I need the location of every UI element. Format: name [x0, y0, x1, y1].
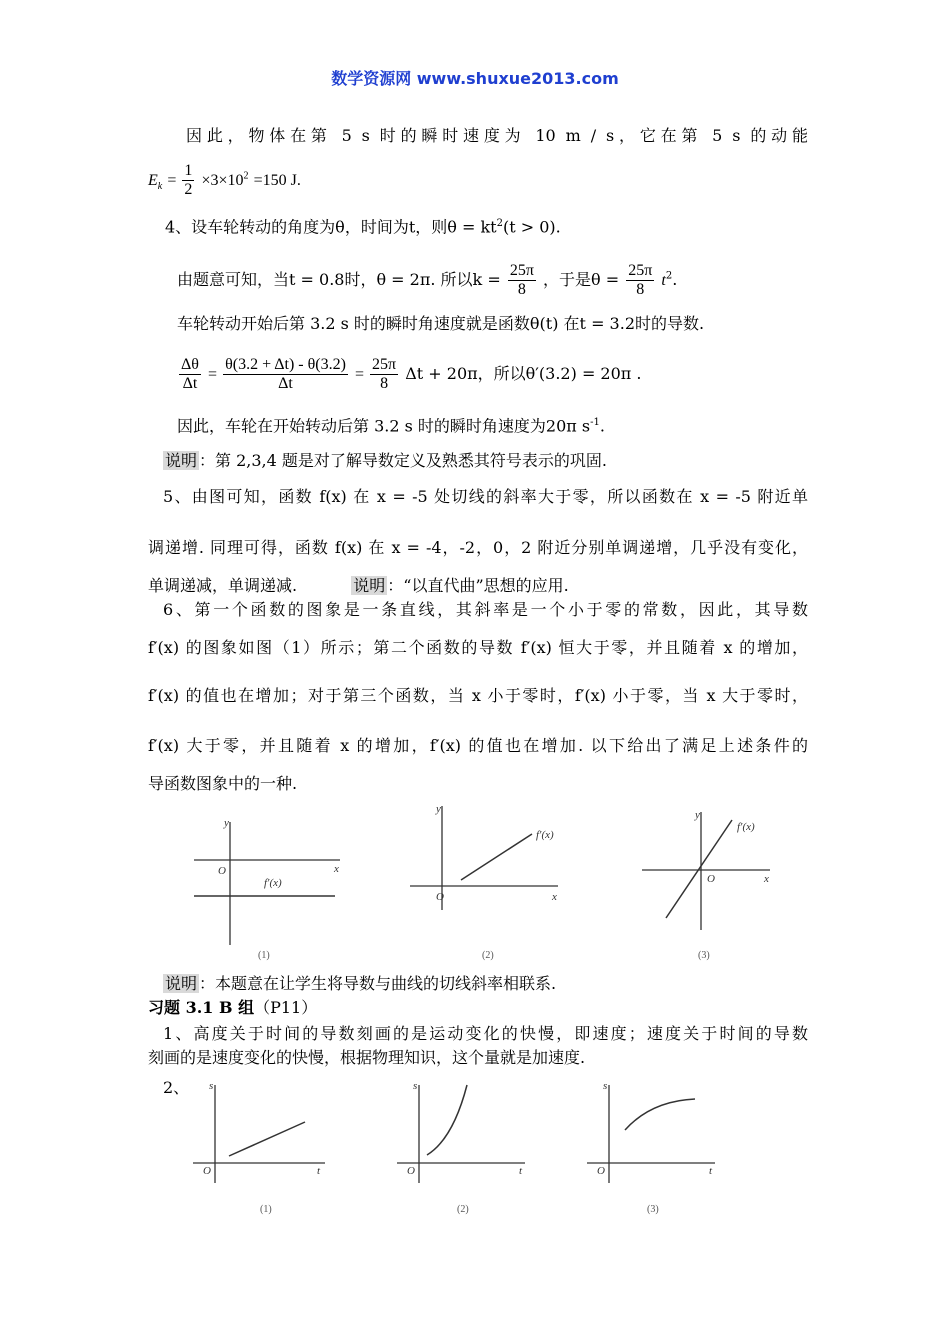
st3-t-label: t [709, 1165, 713, 1177]
b1-line1: 1、高度关于时间的导数刻画的是运动变化的快慢，即速度；速度关于时间的导数 [163, 1024, 808, 1043]
q5-line3: 单调递减，单调递减. 说明 ：“以直代曲”思想的应用. [148, 576, 569, 595]
graph2-fprime-label: f′(x) [536, 829, 554, 841]
q4-given: 由题意可知，当t = 0.8时，θ = 2π. 所以k = $\frac{25\pi}{8}$ ，于是θ = $\frac{25\pi}{8}$ $t^2$. [177, 262, 678, 298]
st2-t-label: t [519, 1165, 523, 1177]
note-label: 说明 [165, 451, 198, 470]
graph2-x-label: x [552, 891, 557, 903]
derivative-graphs [180, 800, 800, 970]
graph3-origin-label: O [707, 873, 715, 885]
st2-s-label: s [413, 1080, 418, 1092]
note-1: 说明 ：第 2,3,4 题是对了解导数定义及熟悉其符号表示的巩固. [165, 451, 607, 470]
p1-line1: 因此，物体在第 5 s 时的瞬时速度为 10 m / s，它在第 5 s 的动能 [186, 126, 808, 145]
note-label: 说明 [353, 576, 386, 595]
q6-line1: 6、第一个函数的图象是一条直线，其斜率是一个小于零的常数，因此，其导数 [163, 600, 808, 619]
theta-fraction: $\frac{25\pi}{8}$ [628, 262, 653, 298]
coef-fraction: $\frac{25\pi}{8}$ [372, 356, 397, 392]
graph1-y-label: y [224, 817, 229, 829]
graph1-x-label: x [334, 863, 339, 875]
graph1-fprime-label: f′(x) [264, 877, 282, 889]
q6-line5: 导函数图象中的一种. [148, 774, 298, 793]
note-3: 说明 ：本题意在让学生将导数与曲线的切线斜率相联系. [165, 974, 557, 993]
site-header[interactable]: 数学资源网 www.shuxue2013.com [331, 69, 619, 88]
graph3-fprime-label: f′(x) [737, 821, 755, 833]
graph1-origin-label: O [218, 865, 226, 877]
st-graph-3 [587, 1080, 715, 1215]
q6-line4: f′(x) 大于零，并且随着 x 的增加，f′(x) 的值也在增加. 以下给出了满足上述条件的 [148, 736, 808, 755]
st3-origin-label: O [597, 1165, 605, 1177]
ek-subscript: k [157, 181, 163, 193]
st2-curve [427, 1085, 467, 1155]
p1-energy-formula: $E_k$ = $\frac{1}{2}$ $\times 3\times 10^2 =150$ J. [148, 162, 301, 198]
st1-caption: (1) [260, 1204, 272, 1215]
st1-curve [229, 1122, 305, 1156]
section-title: 习题 3.1 B 组 [148, 998, 255, 1017]
graph2-y-label: y [436, 803, 441, 815]
st-graph-2 [397, 1080, 525, 1215]
st-graph-1 [193, 1080, 325, 1215]
k-fraction: $\frac{25\pi}{8}$ [509, 262, 534, 298]
st1-s-label: s [209, 1080, 214, 1092]
st3-curve [625, 1099, 695, 1130]
q6-line3: f′(x) 的值也在增加；对于第三个函数，当 x 小于零时，f′(x) 小于零，当 x 大于零时， [148, 686, 808, 705]
st1-origin-label: O [203, 1165, 211, 1177]
b1-line2: 刻画的是速度变化的快慢，根据物理知识，这个量就是加速度. [148, 1048, 586, 1067]
graph3-caption: (3) [698, 950, 710, 961]
b2-label: 2、 [163, 1078, 190, 1097]
st-graphs [185, 1075, 745, 1220]
q4-line3: 车轮转动开始后第 3.2 s 时的瞬时角速度就是函数θ(t) 在t = 3.2时的导数. [177, 314, 705, 333]
graph2-fprime-line [461, 834, 532, 880]
graph-1 [194, 817, 340, 961]
st3-s-label: s [603, 1080, 608, 1092]
st2-caption: (2) [457, 1204, 469, 1215]
graph3-x-label: x [764, 873, 769, 885]
graph-3 [642, 809, 770, 961]
ek-product: ×3×10 [201, 172, 244, 189]
theta-diff-fraction: $\frac{\theta(3.2 + \Delta t) - \theta(3.2)}{\Delta t}$ [225, 356, 346, 392]
graph-2 [410, 803, 558, 961]
graph3-fprime-line [666, 820, 732, 918]
st2-origin-label: O [407, 1165, 415, 1177]
st1-t-label: t [317, 1165, 321, 1177]
half-fraction: $\frac{1}{2}$ [184, 162, 193, 198]
dtheta-dt-fraction: $\frac{\Delta\theta}{\Delta t}$ [181, 356, 199, 392]
section-page-ref: （P11） [254, 998, 318, 1017]
graph1-caption: (1) [258, 950, 270, 961]
ek-symbol: E [148, 172, 158, 189]
q4-difference-quotient: $\frac{\Delta\theta}{\Delta t}$ = $\frac{\theta(3.2 + \Delta t) - \theta(3.2)}{\Delta t}$ = $\frac{25\pi}{8}$ Δt + 20π，所以θ′(3.2) = 20π . [181, 356, 642, 392]
graph2-origin-label: O [436, 891, 444, 903]
q5-line1: 5、由图可知，函数 f(x) 在 x = -5 处切线的斜率大于零，所以函数在 x = -5 附近单 [163, 487, 808, 506]
q4-intro: 4、设车轮转动的角度为θ，时间为t，则$\theta = kt^2(t > 0)$. [165, 217, 561, 237]
st3-caption: (3) [647, 1204, 659, 1215]
graph3-y-label: y [695, 809, 700, 821]
q6-line2: f′(x) 的图象如图（1）所示；第二个函数的导数 f′(x) 恒大于零，并且随着 x 的增加， [148, 638, 808, 657]
ek-result: =150 J. [253, 172, 301, 189]
section-heading [148, 998, 808, 1018]
graph2-caption: (2) [482, 950, 494, 961]
q4-conclusion: 因此，车轮在开始转动后第 3.2 s 时的瞬时角速度为20π $s^{-1}$. [177, 416, 605, 436]
q5-line2: 调递增. 同理可得，函数 f(x) 在 x = -4，-2，0，2 附近分别单调递增，几乎没有变化， [148, 538, 808, 557]
note-label: 说明 [165, 974, 198, 993]
